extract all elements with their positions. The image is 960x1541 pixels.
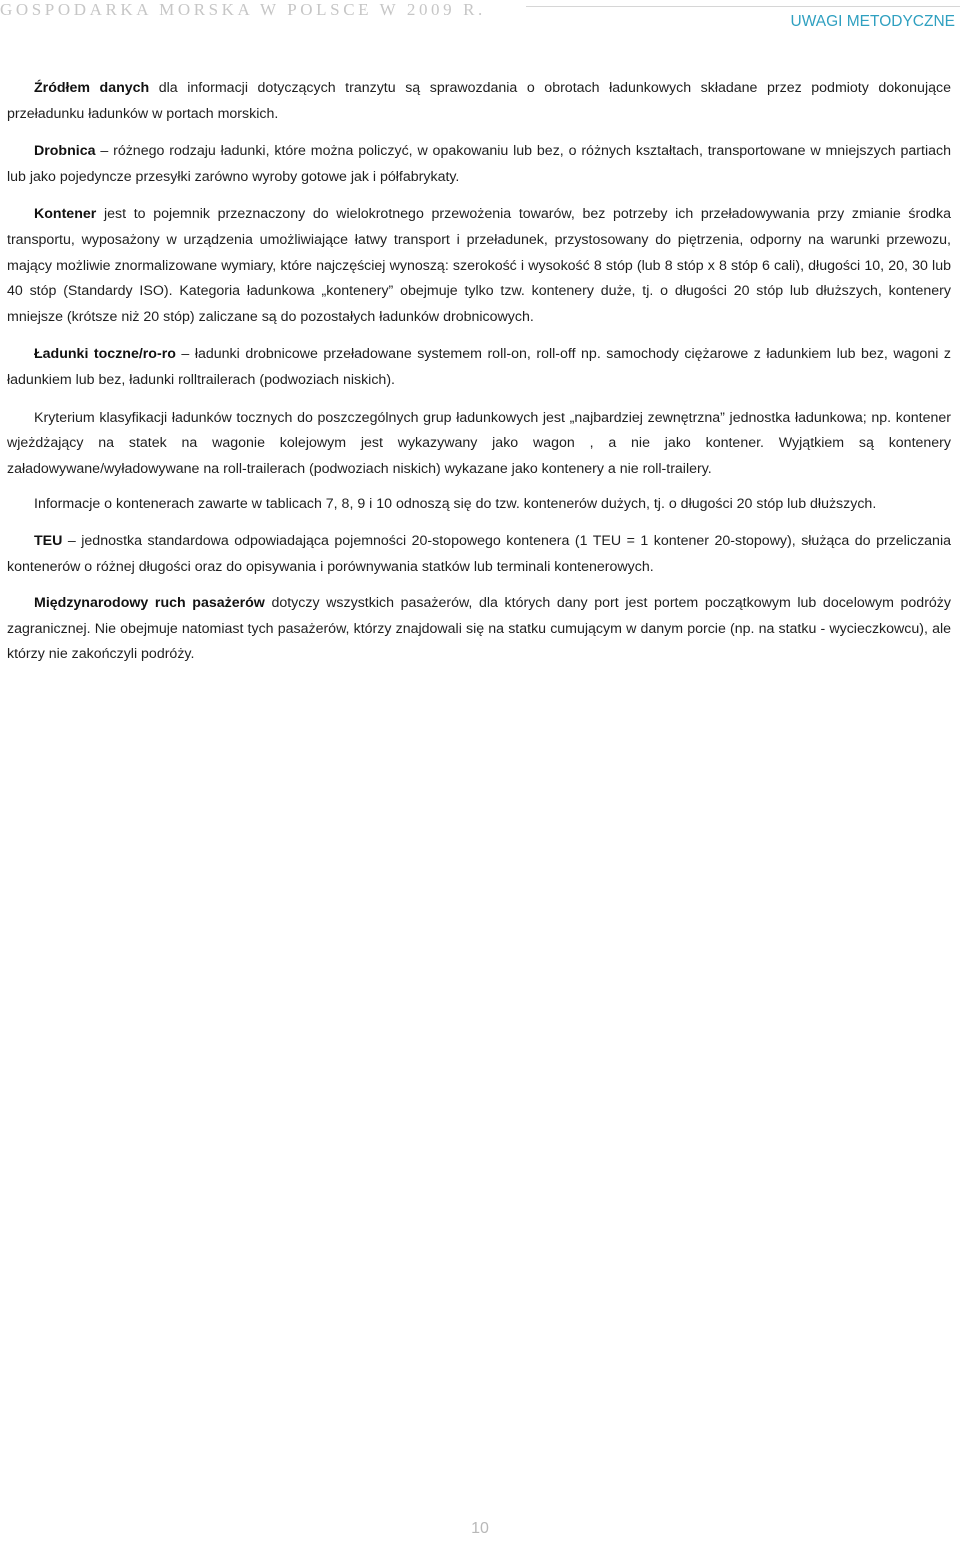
paragraph-container-tables [7, 492, 951, 518]
definition-general-cargo: – różnego rodzaju ładunki, które można policzyć, w opakowaniu lub bez, o różnych kształtach, transportowane w mniejszych partiach lub jako pojedyncze przesyłki zarówno wyroby gotowe jak i półfabrykaty. [7, 143, 951, 185]
paragraph-general-cargo [7, 139, 951, 190]
paragraph-container [7, 202, 951, 330]
section-label: UWAGI METODYCZNE [790, 13, 955, 30]
paragraph-ro-ro-criterion [7, 406, 951, 483]
term-ro-ro-cargo: Ładunki toczne/ro-ro [34, 346, 176, 363]
text-ro-ro-criterion: Kryterium klasyfikacji ładunków tocznych do poszczególnych grup ładunkowych jest „najbardziej zewnętrzna” jednostka ładunkowa; np. kontener wjeżdżający na statek na wagonie kolejowym jest wykazywany jako wagon , a nie jako kontener. Wyjątkiem są kontenery załadowywane/wyładowywane na roll-trailerach (podwoziach niskich) wykazane jako kontenery a nie roll-trailery. [7, 409, 951, 477]
header-divider [526, 6, 960, 7]
definition-data-source: dla informacji dotyczących tranzytu są sprawozdania o obrotach ładunkowych składane przez podmioty dokonujące przeładunku ładunków w portach morskich. [7, 80, 951, 122]
term-general-cargo: Drobnica [34, 143, 96, 160]
definition-passenger-traffic: dotyczy wszystkich pasażerów, dla których dany port jest portem początkowym lub docelowym podróży zagranicznej. Nie obejmuje natomiast tych pasażerów, którzy znajdowali się na statku cumującym w danym porcie (np. na statku - wycieczkowcu), ale którzy nie zakończyli podróży. [7, 595, 951, 663]
definition-teu: – jednostka standardowa odpowiadająca pojemności 20-stopowego kontenera (1 TEU = 1 kontener 20-stopowy), służąca do przeliczania kontenerów o różnej długości oraz do opisywania i porównywania statków lub terminali kontenerowych. [7, 532, 951, 575]
page-number: 10 [471, 1520, 489, 1537]
paragraph-passenger-traffic [7, 591, 951, 668]
term-data-source: Źródłem danych [34, 80, 150, 96]
term-container: Kontener [34, 206, 97, 223]
definition-container: jest to pojemnik przeznaczony do wielokrotnego przewożenia towarów, bez potrzeby ich przeładowywania przy zmianie środka transportu, wyposażony w urządzenia umożliwiające łatwy transport i przeładunek, przystosowany do piętrzenia, odporny na warunki przewozu, mający możliwie znormalizowane wymiary, które najczęściej wynoszą: szerokość i wysokość 8 stóp (lub 8 stóp x 8 stóp 6 cali), długości 10, 20, 30 lub 40 stóp (Standardy ISO). Kategoria ładunkowa „kontenery” obejmuje tylko tzw. kontenery duże, tj. o długości 20 stóp lub dłuższych, kontenery mniejsze (krótsze niż 20 stóp) zaliczane są do pozostałych ładunków drobnicowych. [7, 206, 951, 325]
text-container-tables: Informacje o kontenerach zawarte w tablicach 7, 8, 9 i 10 odnoszą się do tzw. kontenerów dużych, tj. o długości 20 stóp lub dłuższych. [34, 496, 877, 513]
paragraph-teu [7, 529, 951, 580]
term-teu: TEU [34, 532, 63, 549]
paragraph-ro-ro-cargo [7, 342, 951, 393]
document-body [7, 76, 951, 668]
definition-ro-ro-cargo: – ładunki drobnicowe przeładowane systemem roll-on, roll-off np. samochody ciężarowe z ładunkiem lub bez, wagoni z ładunkiem lub bez, ładunki rolltrailerach (podwoziach niskich). [7, 346, 951, 388]
running-title: GOSPODARKA MORSKA W POLSCE W 2009 R. [0, 0, 486, 19]
paragraph-data-source [7, 76, 951, 127]
term-passenger-traffic: Międzynarodowy ruch pasażerów [34, 595, 265, 612]
